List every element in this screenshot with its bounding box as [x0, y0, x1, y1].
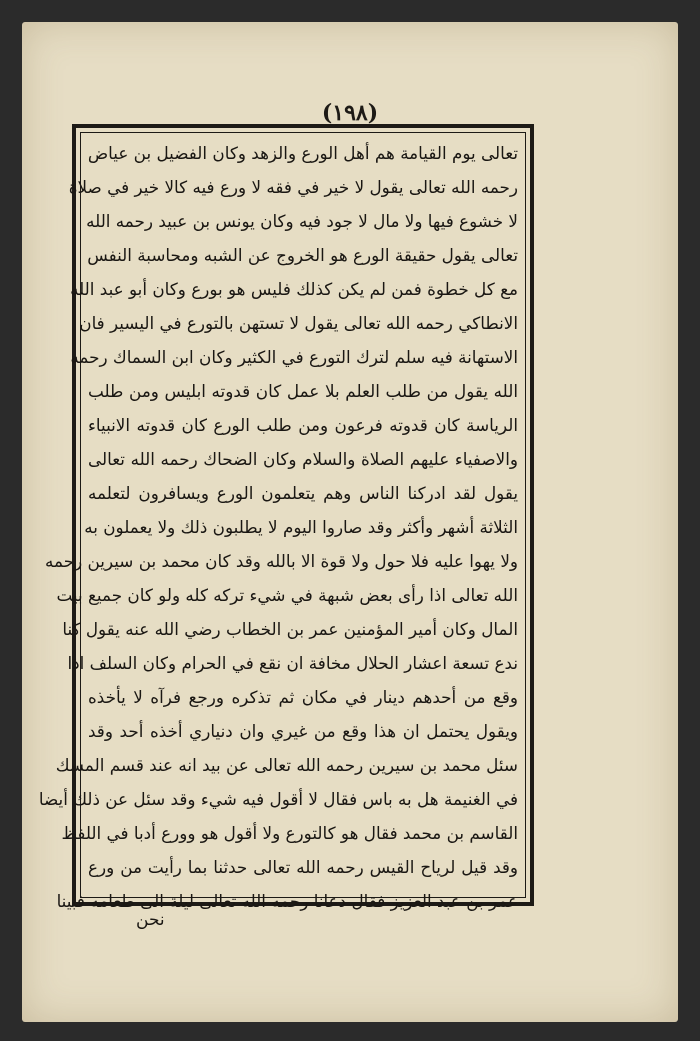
page-number: (١٩٨) — [321, 100, 379, 126]
text-line: الرياسة كان قدوته فرعون ومن طلب الورع كان قدوته الانبياء — [88, 415, 518, 435]
text-line: ولا يهوا عليه فلا حول ولا قوة الا بالله وقد كان محمد بن سيرين رحمه — [45, 551, 518, 571]
text-line: عمر بن عبد العزيز فقال دعانا رحمه الله تعالى ليلة الى طعامه فبينا — [56, 891, 518, 911]
text-line: وقع من أحدهم دينار في مكان ثم تذكره ورجع فرآه لا يأخذه — [88, 687, 518, 707]
book-page — [22, 22, 678, 1022]
text-line: سئل محمد بن سيرين رحمه الله تعالى عن بيد انه عند قسم المسك — [55, 755, 518, 775]
text-line: الاستهانة فيه سلم لترك التورع في الكثير وكان ابن السماك رحمه — [70, 347, 518, 367]
catchword: نحن — [136, 910, 165, 930]
text-line: رحمه الله تعالى يقول لا خير في فقه لا ورع فيه كالا خير في صلاة — [68, 177, 518, 197]
text-line: ندع تسعة اعشار الحلال مخافة ان نقع في الحرام وكان السلف اذا — [67, 653, 518, 673]
text-line: الله يقول من طلب العلم بلا عمل كان قدوته ابليس ومن طلب — [88, 381, 518, 401]
text-line: الله تعالى اذا رأى بعض شبهة في شيء تركه كله ولو كان جميع بيت — [56, 585, 518, 605]
text-line: تعالى يوم القيامة هم أهل الورع والزهد وكان الفضيل بن عياض — [87, 143, 518, 163]
text-line: المال وكان أمير المؤمنين عمر بن الخطاب رضي الله عنه يقول كنا — [62, 619, 518, 639]
text-line: القاسم بن محمد فقال هو كالتورع ولا أقول هو وورع أدبا في اللفظ — [61, 823, 518, 843]
text-line: لا خشوع فيها ولا مال لا جود فيه وكان يونس بن عبيد رحمه الله — [86, 211, 518, 231]
text-frame — [38, 124, 534, 911]
text-line: في الغنيمة هل به باس فقال لا أقول فيه شيء وقد سئل عن ذلك أيضا — [38, 789, 518, 809]
text-line: الانطاكي رحمه الله تعالى يقول لا تستهن بالتورع في اليسير فان — [79, 313, 518, 333]
text-line: يقول لقد ادركنا الناس وهم يتعلمون الورع ويسافرون لتعلمه — [88, 483, 518, 503]
text-line: وقد قيل لرياح القيس رحمه الله تعالى حدثنا بما رأيت من ورع — [88, 857, 518, 877]
text-block — [38, 136, 518, 911]
text-line: ويقول يحتمل ان هذا وقع من غيري وان دنياري أخذه أحد وقد — [88, 721, 518, 741]
text-line: مع كل خطوة فمن لم يكن كذلك فليس هو بورع وكان أبو عبد الله — [70, 279, 518, 299]
text-line: تعالى يقول حقيقة الورع هو الخروج عن الشبه ومحاسبة النفس — [87, 245, 518, 265]
text-line: والاصفياء عليهم الصلاة والسلام وكان الضحاك رحمه الله تعالى — [88, 449, 518, 469]
text-line: الثلاثة أشهر وأكثر وقد صاروا اليوم لا يطلبون ذلك ولا يعملون به — [84, 517, 518, 537]
